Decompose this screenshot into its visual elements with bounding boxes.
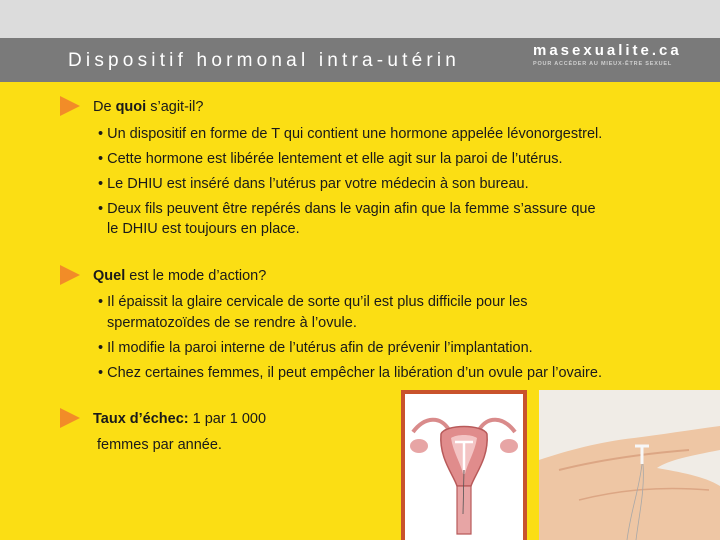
section-heading [93,408,266,430]
list-item: • Un dispositif en forme de T qui contient une hormone appelée lévonorgestrel. [98,126,603,142]
list-item: • Cette hormone est libérée lentement et elle agit sur la paroi de l’utérus. [98,151,563,167]
heading-keyword: quoi [115,99,147,115]
brand-tagline: POUR ACCÉDER AU MIEUX-ÊTRE SEXUEL [533,61,673,67]
list-item: femmes par année. [97,437,222,453]
brand-logo: masexualite.ca [533,42,682,59]
top-bar [0,0,720,38]
bullet-triangle-icon [60,265,80,285]
hand-photo [539,390,720,540]
list-item: • Le DHIU est inséré dans l’utérus par votre médecin à son bureau. [98,176,529,192]
list-item: • Deux fils peuvent être repérés dans le vagin afin que la femme s’assure que [98,201,596,217]
uterus-illustration-frame [401,390,527,540]
uterus-illustration [405,394,523,540]
page-title: Dispositif hormonal intra-utérin [68,50,461,71]
section-heading [93,96,203,118]
heading-keyword: Taux d’échec: [93,411,189,427]
heading-text: De [93,99,116,115]
bullet-triangle-icon [60,96,80,116]
heading-text: 1 par 1 000 [188,411,267,427]
bullet-triangle-icon [60,408,80,428]
list-item: spermatozoïdes de se rendre à l’ovule. [107,315,357,331]
list-item: • Il épaissit la glaire cervicale de sorte qu’il est plus difficile pour les [98,294,528,310]
section-heading [93,265,266,287]
list-item: • Il modifie la paroi interne de l’utérus afin de prévenir l’implantation. [98,340,533,356]
list-item: le DHIU est toujours en place. [107,221,300,237]
heading-text: est le mode d’action? [125,268,267,284]
heading-text: s’agit-il? [146,99,204,115]
heading-keyword: Quel [93,268,126,284]
list-item: • Chez certaines femmes, il peut empêcher la libération d’un ovule par l’ovaire. [98,365,602,381]
